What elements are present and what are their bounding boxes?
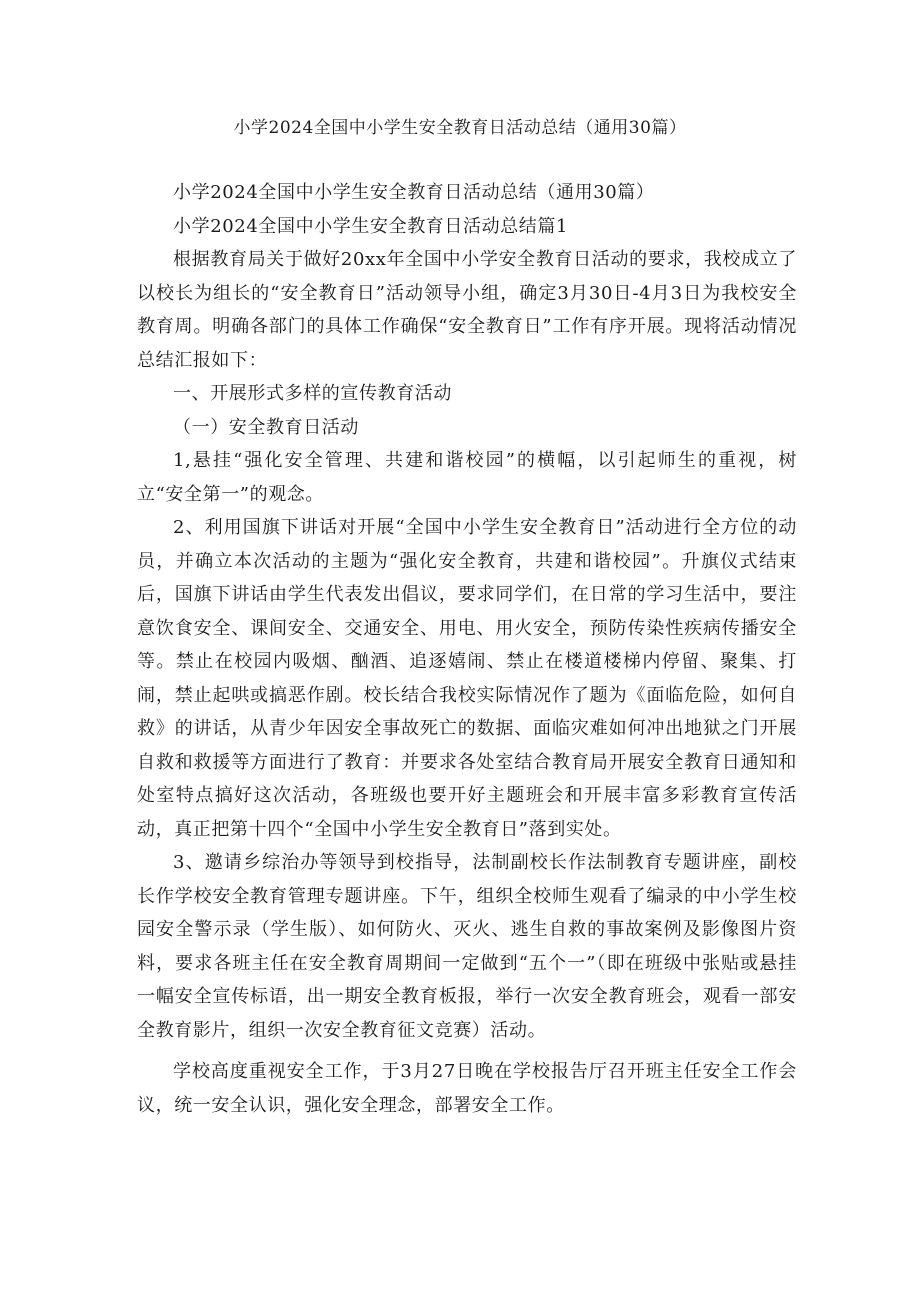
paragraph-item-1: 1,悬挂“强化安全管理、共建和谐校园”的横幅，以引起师生的重视，树立“安全第一”的观念。: [137, 450, 797, 505]
paragraph-item-2: 2、利用国旗下讲话对开展“全国中小学生安全教育日”活动进行全方位的动员，并确立本次活动的主题为“强化安全教育，共建和谐校园”。升旗仪式结束后，国旗下讲话由学生代表发出倡议，要求同学们，在日常的学习生活中，要注意饮食安全、课间安全、交通安全、用电、用火安全，预防传染性疾病传播安全等。禁止在校园内吸烟、酗酒、追逐嬉闹、禁止在楼道楼梯内停留、聚集、打闹，禁止起哄或搞恶作剧。校长结合我校实际情况作了题为《面临危险，如何自救》的讲话，从青少年因安全事故死亡的数据、面临灾难如何冲出地狱之门开展自救和救援等方面进行了教育：并要求各处室结合教育局开展安全教育日通知和处室特点搞好这次活动，各班级也要开好主题班会和开展丰富多彩教育宣传活动，真正把第十四个“全国中小学生安全教育日”落到实处。: [137, 517, 797, 840]
paragraph-closing: 学校高度重视安全工作，于3月27日晚在学校报告厅召开班主任安全工作会议，统一安全认识，强化安全理念，部署安全工作。: [137, 1061, 797, 1116]
paragraph-section-heading: 小学2024全国中小学生安全教育日活动总结篇1: [173, 215, 569, 237]
paragraph-item-3: 3、邀请乡综治办等领导到校指导，法制副校长作法制教育专题讲座，副校长作学校安全教育管理专题讲座。下午，组织全校师生观看了编录的中小学生校园安全警示录（学生版）、如何防火、灭火、逃生自救的事故案例及影像图片资料，要求各班主任在安全教育周期间一定做到“五个一”（即在班级中张贴或悬挂一幅安全宣传标语，出一期安全教育板报，举行一次安全教育班会，观看一部安全教育影片，组织一次安全教育征文竞赛）活动。: [137, 852, 797, 1041]
paragraph-intro: 根据教育局关于做好20xx年全国中小学安全教育日活动的要求，我校成立了以校长为组长的“安全教育日”活动领导小组，确定3月30日-4月3日为我校安全教育周。明确各部门的具体工作确保“安全教育日”工作有序开展。现将活动情况总结汇报如下：: [137, 249, 797, 371]
document-title: 小学2024全国中小学生安全教育日活动总结（通用30篇）: [233, 118, 687, 138]
document-body: [137, 176, 797, 1122]
paragraph-heading-1: 一、开展形式多样的宣传教育活动: [173, 383, 452, 404]
paragraph-subtitle: 小学2024全国中小学生安全教育日活动总结（通用30篇）: [173, 182, 655, 203]
paragraph-heading-1-1: （一）安全教育日活动: [173, 416, 359, 438]
